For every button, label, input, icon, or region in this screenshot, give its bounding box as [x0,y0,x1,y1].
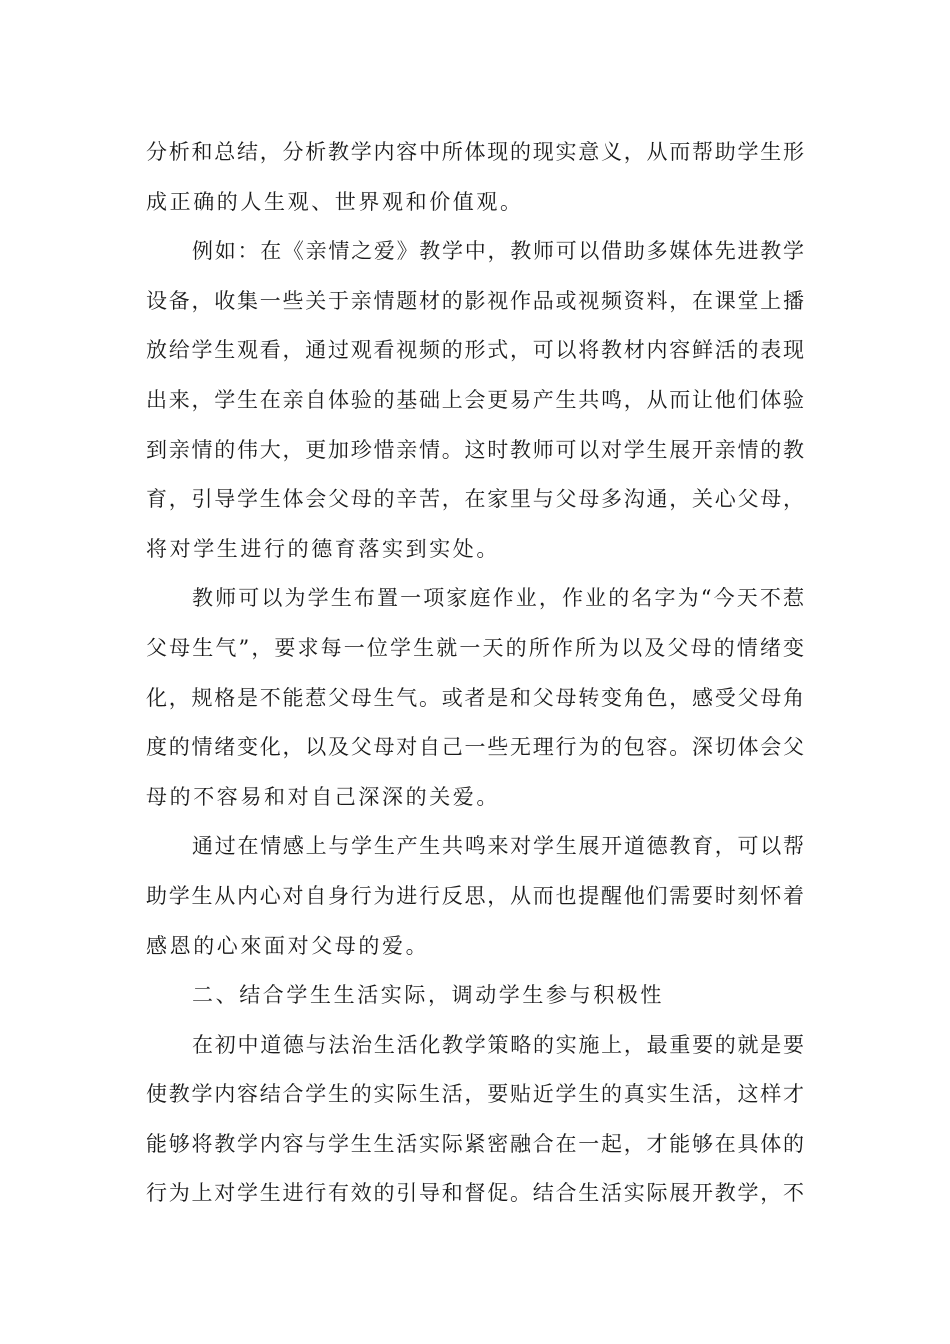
paragraph-line: 能够将教学内容与学生生活实际紧密融合在一起，才能够在具体的 [146,1131,804,1156]
paragraph-line: 度的情绪变化，以及父母对自己一些无理行为的包容。深切体会父 [146,735,804,760]
paragraph-line: 化，规格是不能惹父母生气。或者是和父母转变角色，感受父母角 [146,685,804,710]
paragraph-line: 父母生气”，要求每一位学生就一天的所作所为以及父母的情绪变 [146,635,804,660]
paragraph-line: 到亲情的伟大，更加珍惜亲情。这时教师可以对学生展开亲情的教 [146,437,804,462]
paragraph-line: 母的不容易和对自己深深的关爱。 [146,784,500,809]
paragraph-line: 例如：在《亲情之爱》教学中，教师可以借助多媒体先进教学 [192,239,804,264]
paragraph-line: 在初中道德与法治生活化教学策略的实施上，最重要的就是要 [192,1032,804,1057]
paragraph-line: 行为上对学生进行有效的引导和督促。结合生活实际展开教学，不 [146,1181,804,1206]
paragraph-line: 出来，学生在亲自体验的基础上会更易产生共鸣，从而让他们体验 [146,387,804,412]
paragraph-line: 放给学生观看，通过观看视频的形式，可以将教材内容鲜活的表现 [146,338,804,363]
paragraph-line: 助学生从内心对自身行为进行反思，从而也提醒他们需要时刻怀着 [146,883,804,908]
paragraph-line: 将对学生进行的德育落实到实处。 [146,536,500,561]
paragraph-line: 设备，收集一些关于亲情题材的影视作品或视频资料，在课堂上播 [146,288,804,313]
paragraph-line: 使教学内容结合学生的实际生活，要贴近学生的真实生活，这样才 [146,1082,804,1107]
paragraph-line: 成正确的人生观、世界观和价值观。 [146,189,524,214]
paragraph-line: 育，引导学生体会父母的辛苦，在家里与父母多沟通，关心父母， [146,487,804,512]
paragraph-line: 通过在情感上与学生产生共鸣来对学生展开道德教育，可以帮 [192,834,804,859]
paragraph-line: 教师可以为学生布置一项家庭作业，作业的名字为“今天不惹 [192,586,804,611]
paragraph-line: 感恩的心來面对父母的爱。 [146,933,430,958]
paragraph-line: 分析和总结，分析教学内容中所体现的现实意义，从而帮助学生形 [146,140,804,164]
section-heading: 二、结合学生生活实际，调动学生参与积极性 [192,983,664,1008]
document-body [146,128,804,1219]
